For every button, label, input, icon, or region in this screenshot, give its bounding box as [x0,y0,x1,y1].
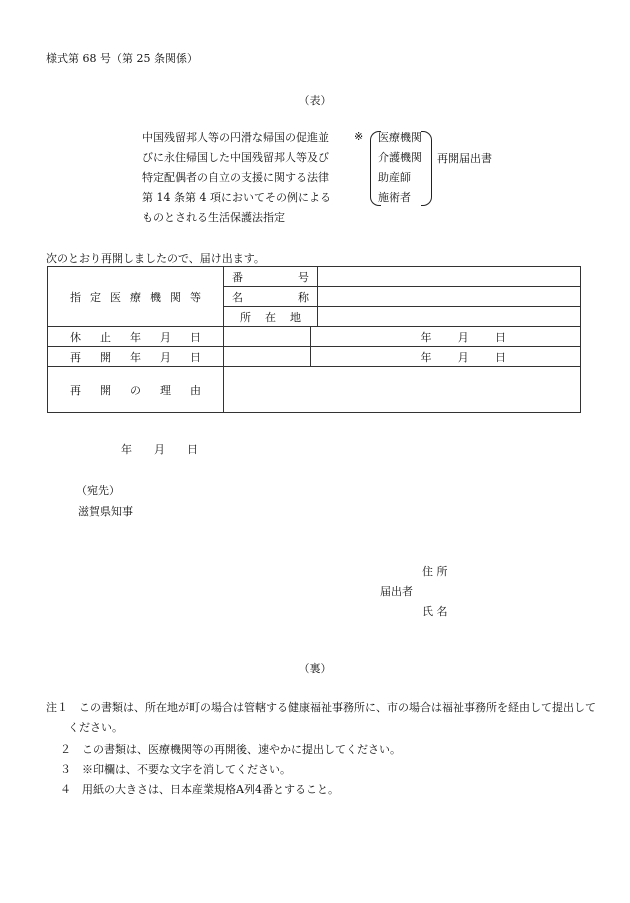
label-char: 番 [232,270,243,284]
note-number: ３ [60,763,71,776]
addressee-label: （宛先） [76,484,120,497]
submission-date[interactable] [121,441,198,457]
label-char: 名 [232,290,243,304]
location-label [224,307,318,327]
label-char: 再 [70,350,81,364]
note-number: 注１ [46,701,68,714]
note-number: ２ [60,743,71,756]
label-char: 定 [90,290,101,304]
year-unit: 年 [420,330,432,344]
institution-type-option[interactable]: 医療機関 [378,131,422,144]
form-number: 様式第 68 号（第 25 条関係） [46,52,198,65]
day-unit: 日 [187,443,198,456]
label-char: 開 [100,383,111,397]
designated-institution-label [48,267,224,327]
label-char: 由 [190,383,201,397]
label-char: 在 [265,310,276,324]
notifier-label: 届出者 [380,585,413,598]
distributed-label-text [232,269,309,285]
note-item [46,698,596,738]
label-char: 開 [100,350,111,364]
notifier-address-label: 住 所 [422,565,448,578]
law-title-line: びに永住帰国した中国残留邦人等及び [142,151,329,164]
label-char: 月 [160,330,171,344]
year-unit: 年 [420,350,432,364]
label-char: 再 [70,383,81,397]
distributed-label-text [232,289,309,305]
resumption-date-label [48,347,224,367]
label-char: 地 [290,310,301,324]
note-text: この書類は、医療機関等の再開後、速やかに提出してください。 [71,743,401,756]
notification-table [47,266,581,413]
name-field[interactable] [318,287,581,307]
institution-type-option[interactable]: 施術者 [378,191,411,204]
month-unit: 月 [457,350,469,364]
label-char: 年 [130,350,141,364]
note-text-continued: ください。 [68,721,123,734]
label-char: の [130,383,141,397]
reason-field[interactable] [224,367,581,413]
institution-type-list [378,128,422,208]
day-unit: 日 [495,350,506,364]
label-char: 所 [240,310,251,324]
note-item [60,760,291,780]
right-bracket [421,131,432,206]
note-text: ※印欄は、不要な文字を消してください。 [71,763,291,776]
institution-type-option[interactable]: 介護機関 [378,151,422,164]
note-text: この書類は、所在地が町の場合は管轄する健康福祉事務所に、市の場合は福祉事務所を経由して提出して [68,701,596,714]
name-label [224,287,318,307]
label-char: 指 [70,290,81,304]
notifier-name-label: 氏 名 [422,605,448,618]
suspension-date-field[interactable] [224,327,581,347]
distributed-label-text [70,382,201,398]
label-char: 療 [130,290,141,304]
distributed-label-text [70,349,201,365]
intro-text: 次のとおり再開しましたので、届け出ます。 [46,252,265,265]
law-title-line: ものとされる生活保護法指定 [142,211,285,224]
note-item [60,780,339,800]
label-char: 医 [110,290,121,304]
law-title [142,128,331,228]
month-unit: 月 [154,443,165,456]
label-char: 理 [160,383,171,397]
law-title-line: 特定配偶者の自立の支援に関する法律 [142,171,329,184]
label-char: 号 [298,270,309,284]
label-char: 日 [190,350,201,364]
label-char: 機 [150,290,161,304]
month-unit: 月 [457,330,469,344]
note-number: ４ [60,783,71,796]
note-item [60,740,401,760]
number-label [224,267,318,287]
back-side-label: （裏） [298,662,332,675]
suspension-date-units [311,327,581,346]
suspension-date-label [48,327,224,347]
label-char: 等 [190,290,201,304]
law-title-line: 中国残留邦人等の円滑な帰国の促進並 [142,131,329,144]
distributed-label-text [232,309,309,325]
resumption-date-field[interactable] [224,347,581,367]
label-char: 止 [100,330,111,344]
note-text: 用紙の大きさは、日本産業規格A列4番とすること。 [71,783,339,796]
institution-type-option[interactable]: 助産師 [378,171,411,184]
number-field[interactable] [318,267,581,287]
location-field[interactable] [318,307,581,327]
addressee-name: 滋賀県知事 [78,505,133,518]
resumption-date-units [311,347,581,366]
document-type: 再開届出書 [437,152,492,165]
distributed-label-text [70,289,201,305]
label-char: 日 [190,330,201,344]
day-unit: 日 [495,330,506,344]
label-char: 称 [298,290,309,304]
label-char: 月 [160,350,171,364]
label-char: 休 [70,330,81,344]
distributed-label-text [70,329,201,345]
reason-label [48,367,224,413]
label-char: 年 [130,330,141,344]
front-side-label: （表） [298,94,332,107]
year-unit: 年 [121,443,132,456]
label-char: 関 [170,290,181,304]
note-mark: ※ [354,130,364,143]
law-title-line: 第 14 条第 4 項においてその例による [142,191,331,204]
